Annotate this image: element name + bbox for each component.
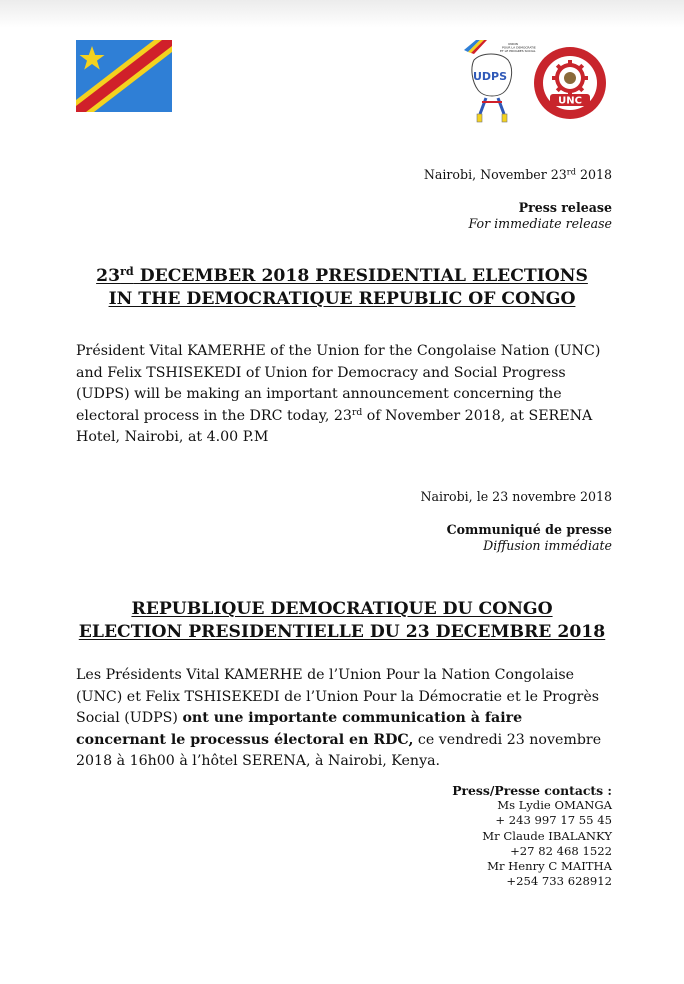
contact-name: Ms Lydie OMANGA xyxy=(497,798,612,813)
press-release-label-french xyxy=(447,522,612,554)
dateline-french: Nairobi, le 23 novembre 2018 xyxy=(420,489,612,504)
title-french-line2: ELECTION PRESIDENTIELLE DU 23 DECEMBRE 2018 xyxy=(78,622,606,642)
dateline-english: Nairobi, November 23rd 2018 xyxy=(423,166,612,182)
press-contacts xyxy=(452,783,612,889)
unc-logo-label: UNC xyxy=(558,95,582,107)
contacts-heading: Press/Presse contacts : xyxy=(452,783,612,798)
contact-phone: +254 733 628912 xyxy=(506,874,612,889)
body-french: Les Présidents Vital KAMERHE de l’Union Pour la Nation Congolaise (UNC) et Felix TSHISEKEDI de l’Union Pour la Démocratie et le Progrès Social (UDPS) ont une importante communication à faire concernant le processus électoral en RDC, ce vendredi 23 novembre 2018 à 16h00 à l’hôtel SERENA, à Nairobi, Kenya. xyxy=(76,667,602,769)
release-label-fr: Communiqué de presse xyxy=(446,522,612,537)
drc-flag xyxy=(76,40,172,112)
contact-name: Mr Claude IBALANKY xyxy=(482,828,612,843)
title-english-line1: 23rd DECEMBER 2018 PRESIDENTIAL ELECTIONS xyxy=(96,264,588,286)
release-sub-fr: Diffusion immédiate xyxy=(483,538,612,553)
svg-text:UNION POUR LA DEMOCRATIE: UNION POUR LA DEMOCRATIE ET LE PROGRES SOCIAL xyxy=(500,42,536,53)
title-english-line2: IN THE DEMOCRATIQUE REPUBLIC OF CONGO xyxy=(108,289,576,309)
release-sub: For immediate release xyxy=(468,216,612,231)
udps-logo xyxy=(460,38,536,124)
contact-phone: +27 82 468 1522 xyxy=(510,843,612,858)
press-release-label-english xyxy=(468,200,612,232)
udps-logo-label: UDPS xyxy=(472,70,508,83)
title-french xyxy=(60,598,624,644)
title-english xyxy=(60,265,624,311)
release-label: Press release xyxy=(518,200,612,215)
contact-phone: + 243 997 17 55 45 xyxy=(495,813,612,828)
unc-logo xyxy=(532,44,608,122)
title-french-line1: REPUBLIQUE DEMOCRATIQUE DU CONGO xyxy=(131,599,553,619)
contact-name: Mr Henry C MAITHA xyxy=(487,859,612,874)
body-english: Président Vital KAMERHE of the Union for the Congolaise Nation (UNC) and Felix TSHISEKEDI of Union for Democracy and Social Progress (UDPS) will be making an important announcement concerning the electoral process in the DRC today, 23rd of November 2018, at SERENA Hotel, Nairobi, at 4.00 P.M xyxy=(76,343,601,445)
